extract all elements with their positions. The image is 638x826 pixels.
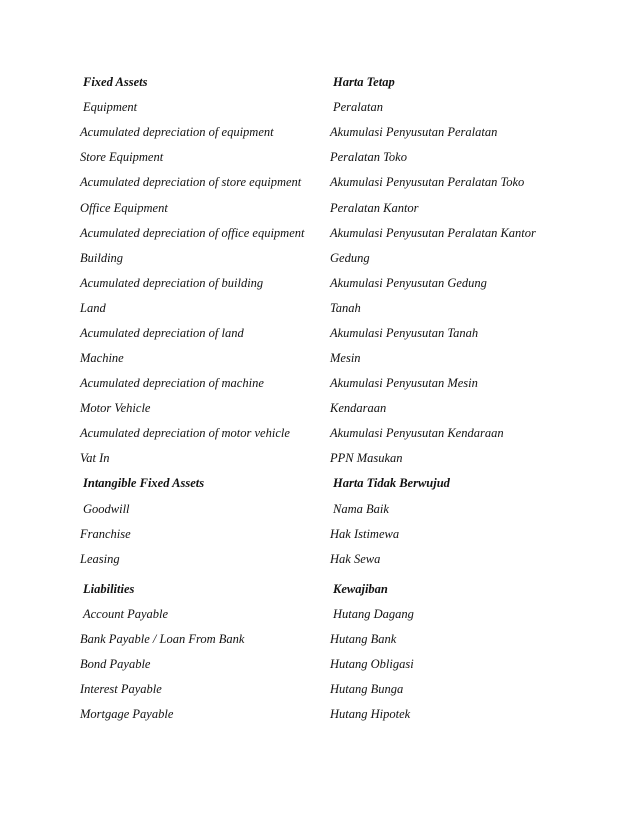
term-indonesian: Peralatan Toko [330,149,407,164]
term-indonesian: Hutang Hipotek [330,706,411,721]
term-row [80,679,580,699]
term-row [80,604,580,624]
term-english: Bond Payable [80,656,151,671]
term-english: Intangible Fixed Assets [83,475,205,490]
term-indonesian: Harta Tetap [333,74,395,89]
term-row [80,273,580,293]
term-english: Acumulated depreciation of office equipment [80,225,305,240]
term-row [80,373,580,393]
term-row [80,398,580,418]
term-indonesian: Hutang Obligasi [330,656,414,671]
term-indonesian: Akumulasi Penyusutan Mesin [330,375,478,390]
term-row [80,549,580,569]
term-indonesian: Harta Tidak Berwujud [333,475,450,490]
term-row [80,348,580,368]
term-indonesian: Mesin [330,350,361,365]
term-english: Acumulated depreciation of motor vehicle [80,425,290,440]
term-english: Goodwill [83,501,130,516]
term-indonesian: Akumulasi Penyusutan Kendaraan [330,425,504,440]
term-indonesian: Hutang Bank [330,631,397,646]
term-indonesian: Kendaraan [330,400,387,415]
term-indonesian: Hutang Dagang [333,606,414,621]
term-english: Office Equipment [80,200,168,215]
term-row [80,323,580,343]
term-english: Franchise [80,526,131,541]
term-english: Motor Vehicle [80,400,151,415]
term-english: Leasing [80,551,120,566]
term-indonesian: Akumulasi Penyusutan Peralatan [330,124,498,139]
term-english: Mortgage Payable [80,706,174,721]
term-english: Fixed Assets [83,74,148,89]
term-indonesian: Tanah [330,300,361,315]
term-indonesian: Akumulasi Penyusutan Peralatan Kantor [330,225,536,240]
term-row [80,198,580,218]
term-row [80,423,580,443]
term-indonesian: Akumulasi Penyusutan Gedung [330,275,487,290]
term-row [80,704,580,724]
term-english: Acumulated depreciation of building [80,275,264,290]
term-row [80,122,580,142]
term-indonesian: Hak Sewa [330,551,381,566]
term-row [80,172,580,192]
term-indonesian: Peralatan Kantor [330,200,419,215]
term-indonesian: Akumulasi Penyusutan Tanah [330,325,479,340]
term-row [80,248,580,268]
term-english: Store Equipment [80,149,164,164]
term-english: Acumulated depreciation of machine [80,375,264,390]
term-row [80,448,580,468]
term-english: Vat In [80,450,110,465]
term-row [80,298,580,318]
term-english: Bank Payable / Loan From Bank [80,631,245,646]
term-row [80,499,580,519]
term-indonesian: Hak Istimewa [330,526,400,541]
term-english: Liabilities [83,581,135,596]
term-indonesian: Akumulasi Penyusutan Peralatan Toko [330,174,525,189]
term-row [80,654,580,674]
term-english: Machine [80,350,124,365]
section-heading-liabilities [80,579,580,599]
term-indonesian: Kewajiban [333,581,388,596]
term-english: Equipment [83,99,138,114]
section-heading-fixed-assets [80,72,580,92]
term-row [80,147,580,167]
term-english: Interest Payable [80,681,162,696]
term-english: Account Payable [83,606,169,621]
term-indonesian: Nama Baik [333,501,389,516]
term-english: Acumulated depreciation of land [80,325,244,340]
term-english: Acumulated depreciation of equipment [80,124,274,139]
term-english: Land [80,300,106,315]
term-row [80,524,580,544]
term-indonesian: PPN Masukan [330,450,403,465]
term-english: Building [80,250,124,265]
term-indonesian: Gedung [330,250,370,265]
term-indonesian: Peralatan [333,99,383,114]
term-english: Acumulated depreciation of store equipment [80,174,302,189]
term-row [80,97,580,117]
section-heading-intangible-fixed-assets [80,473,580,493]
term-row [80,223,580,243]
term-indonesian: Hutang Bunga [330,681,404,696]
term-row [80,629,580,649]
